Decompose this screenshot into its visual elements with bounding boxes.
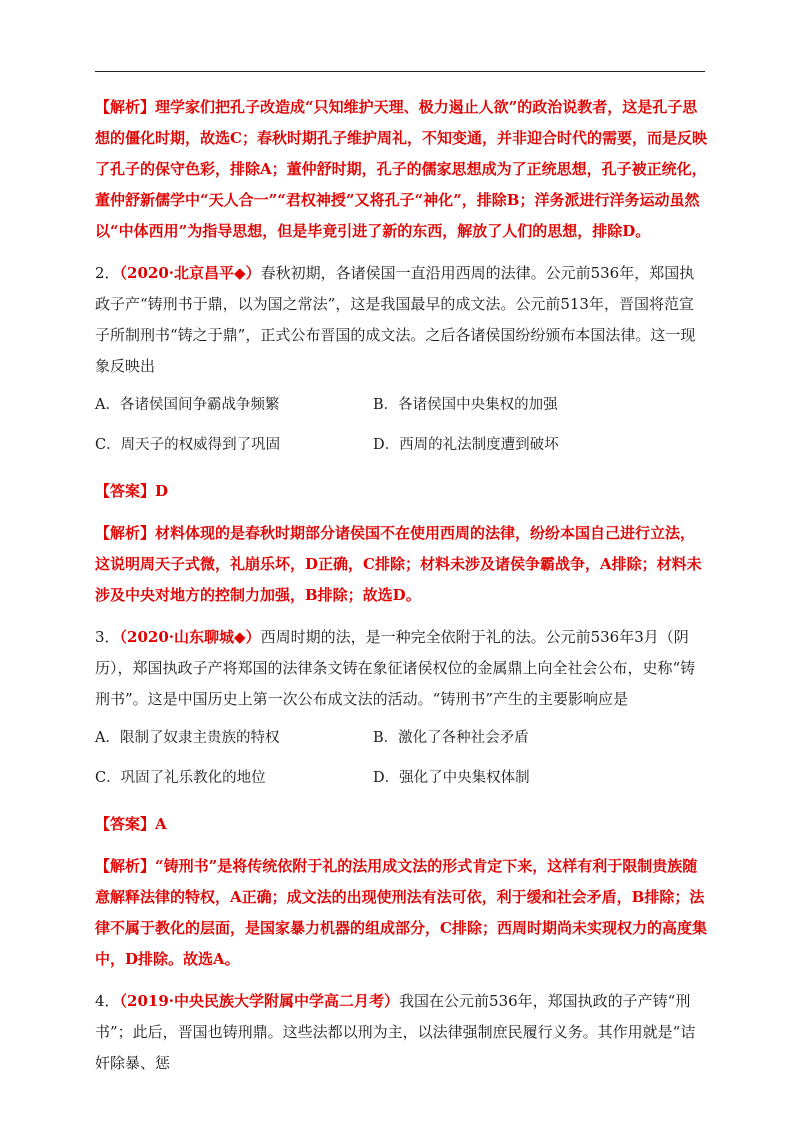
q2-options	[95, 394, 707, 474]
analysis-text: 理学家们把孔子改造成“只知维护天理、极力遏止人欲”的政治说教者，这是孔子思想的僵化时期，故选C；春秋时期孔子维护周礼，不知变通，并非迎合时代的需要，而是反映了孔子的保守色彩，排除A；董仲舒时期，孔子的儒家思想成为了正统思想，孔子被正统化，董仲舒新儒学中“天人合一”“君权神授”又将孔子“神化”，排除B；洋务派进行洋务运动虽然以“中体西用”为指导思想，但是毕竟引进了新的东西，解放了人们的思想，排除D。	[95, 98, 707, 240]
q3-answer	[95, 813, 707, 835]
answer-tag: 【答案】	[95, 482, 156, 500]
analysis-text: “铸刑书”是将传统依附于礼的法用成文法的形式肯定下来，这样有利于限制贵族随意解释法律的特权，A正确；成文法的出现使刑法有法可依，利于缓和社会矛盾，B排除；法律不属于教化的层面，是国家暴力机器的组成部分，C排除；西周时期尚未实现权力的高度集中，D排除。故选A。	[95, 857, 707, 968]
answer-tag: 【答案】	[95, 815, 156, 833]
q2-stem	[95, 258, 707, 382]
q3-analysis	[95, 851, 707, 975]
analysis-tag: 【解析】	[95, 98, 156, 116]
option-d: D．强化了中央集权体制	[373, 770, 530, 786]
option-c: C．巩固了礼乐教化的地位	[95, 770, 266, 786]
option-d: D．西周的礼法制度遭到破坏	[373, 437, 559, 453]
question-source: （2020·北京昌平◆）	[119, 264, 261, 282]
question-number: 4．	[95, 992, 120, 1010]
question-text: 西周时期的法，是一种完全依附于礼的法。公元前536年3月（阴历），郑国执政子产将郑国的法律条文铸在象征诸侯权位的金属鼎上向全社会公布，史称“铸刑书”。这是中国历史上第一次公布成文法的活动。“铸刑书”产生的主要影响应是	[95, 628, 696, 708]
document-body	[95, 92, 707, 1090]
q4-stem	[95, 986, 707, 1079]
analysis-tag: 【解析】	[95, 857, 156, 875]
option-b: B．各诸侯国中央集权的加强	[373, 397, 558, 413]
answer-value: A	[155, 815, 167, 833]
option-a: A．各诸侯国间争霸战争频繁	[95, 397, 280, 413]
option-b: B．激化了各种社会矛盾	[373, 730, 529, 746]
option-a: A．限制了奴隶主贵族的特权	[95, 730, 280, 746]
answer-value: D	[155, 482, 169, 500]
q3-options	[95, 727, 707, 807]
question-text: 春秋初期，各诸侯国一直沿用西周的法律。公元前536年，郑国执政子产“铸刑书于鼎，以为国之常法”，这是我国最早的成文法。公元前513年，晋国将范宣子所制刑书“铸之于鼎”，正式公布晋国的成文法。之后各诸侯国纷纷颁布本国法律。这一现象反映出	[95, 264, 696, 375]
question-number: 2．	[95, 264, 120, 282]
header-rule	[95, 71, 705, 72]
option-c: C．周天子的权威得到了巩固	[95, 437, 281, 453]
q2-answer	[95, 480, 707, 502]
question-number: 3．	[95, 628, 120, 646]
question-source: （2020·山东聊城◆）	[119, 628, 261, 646]
question-text: 我国在公元前536年，郑国执政的子产铸“刑书”；此后，晋国也铸刑鼎。这些法都以刑为主，以法律强制庶民履行义务。其作用就是“诘奸除暴、惩	[95, 992, 696, 1072]
q1-analysis	[95, 92, 707, 247]
q2-analysis	[95, 518, 707, 611]
q3-stem	[95, 622, 707, 715]
analysis-text: 材料体现的是春秋时期部分诸侯国不在使用西周的法律，纷纷本国自己进行立法，这说明周天子式微，礼崩乐坏，D正确，C排除；材料未涉及诸侯争霸战争，A排除；材料未涉及中央对地方的控制力加强，B排除；故选D。	[95, 524, 702, 604]
question-source: （2019·中央民族大学附属中学高二月考）	[119, 992, 400, 1010]
analysis-tag: 【解析】	[95, 524, 156, 542]
